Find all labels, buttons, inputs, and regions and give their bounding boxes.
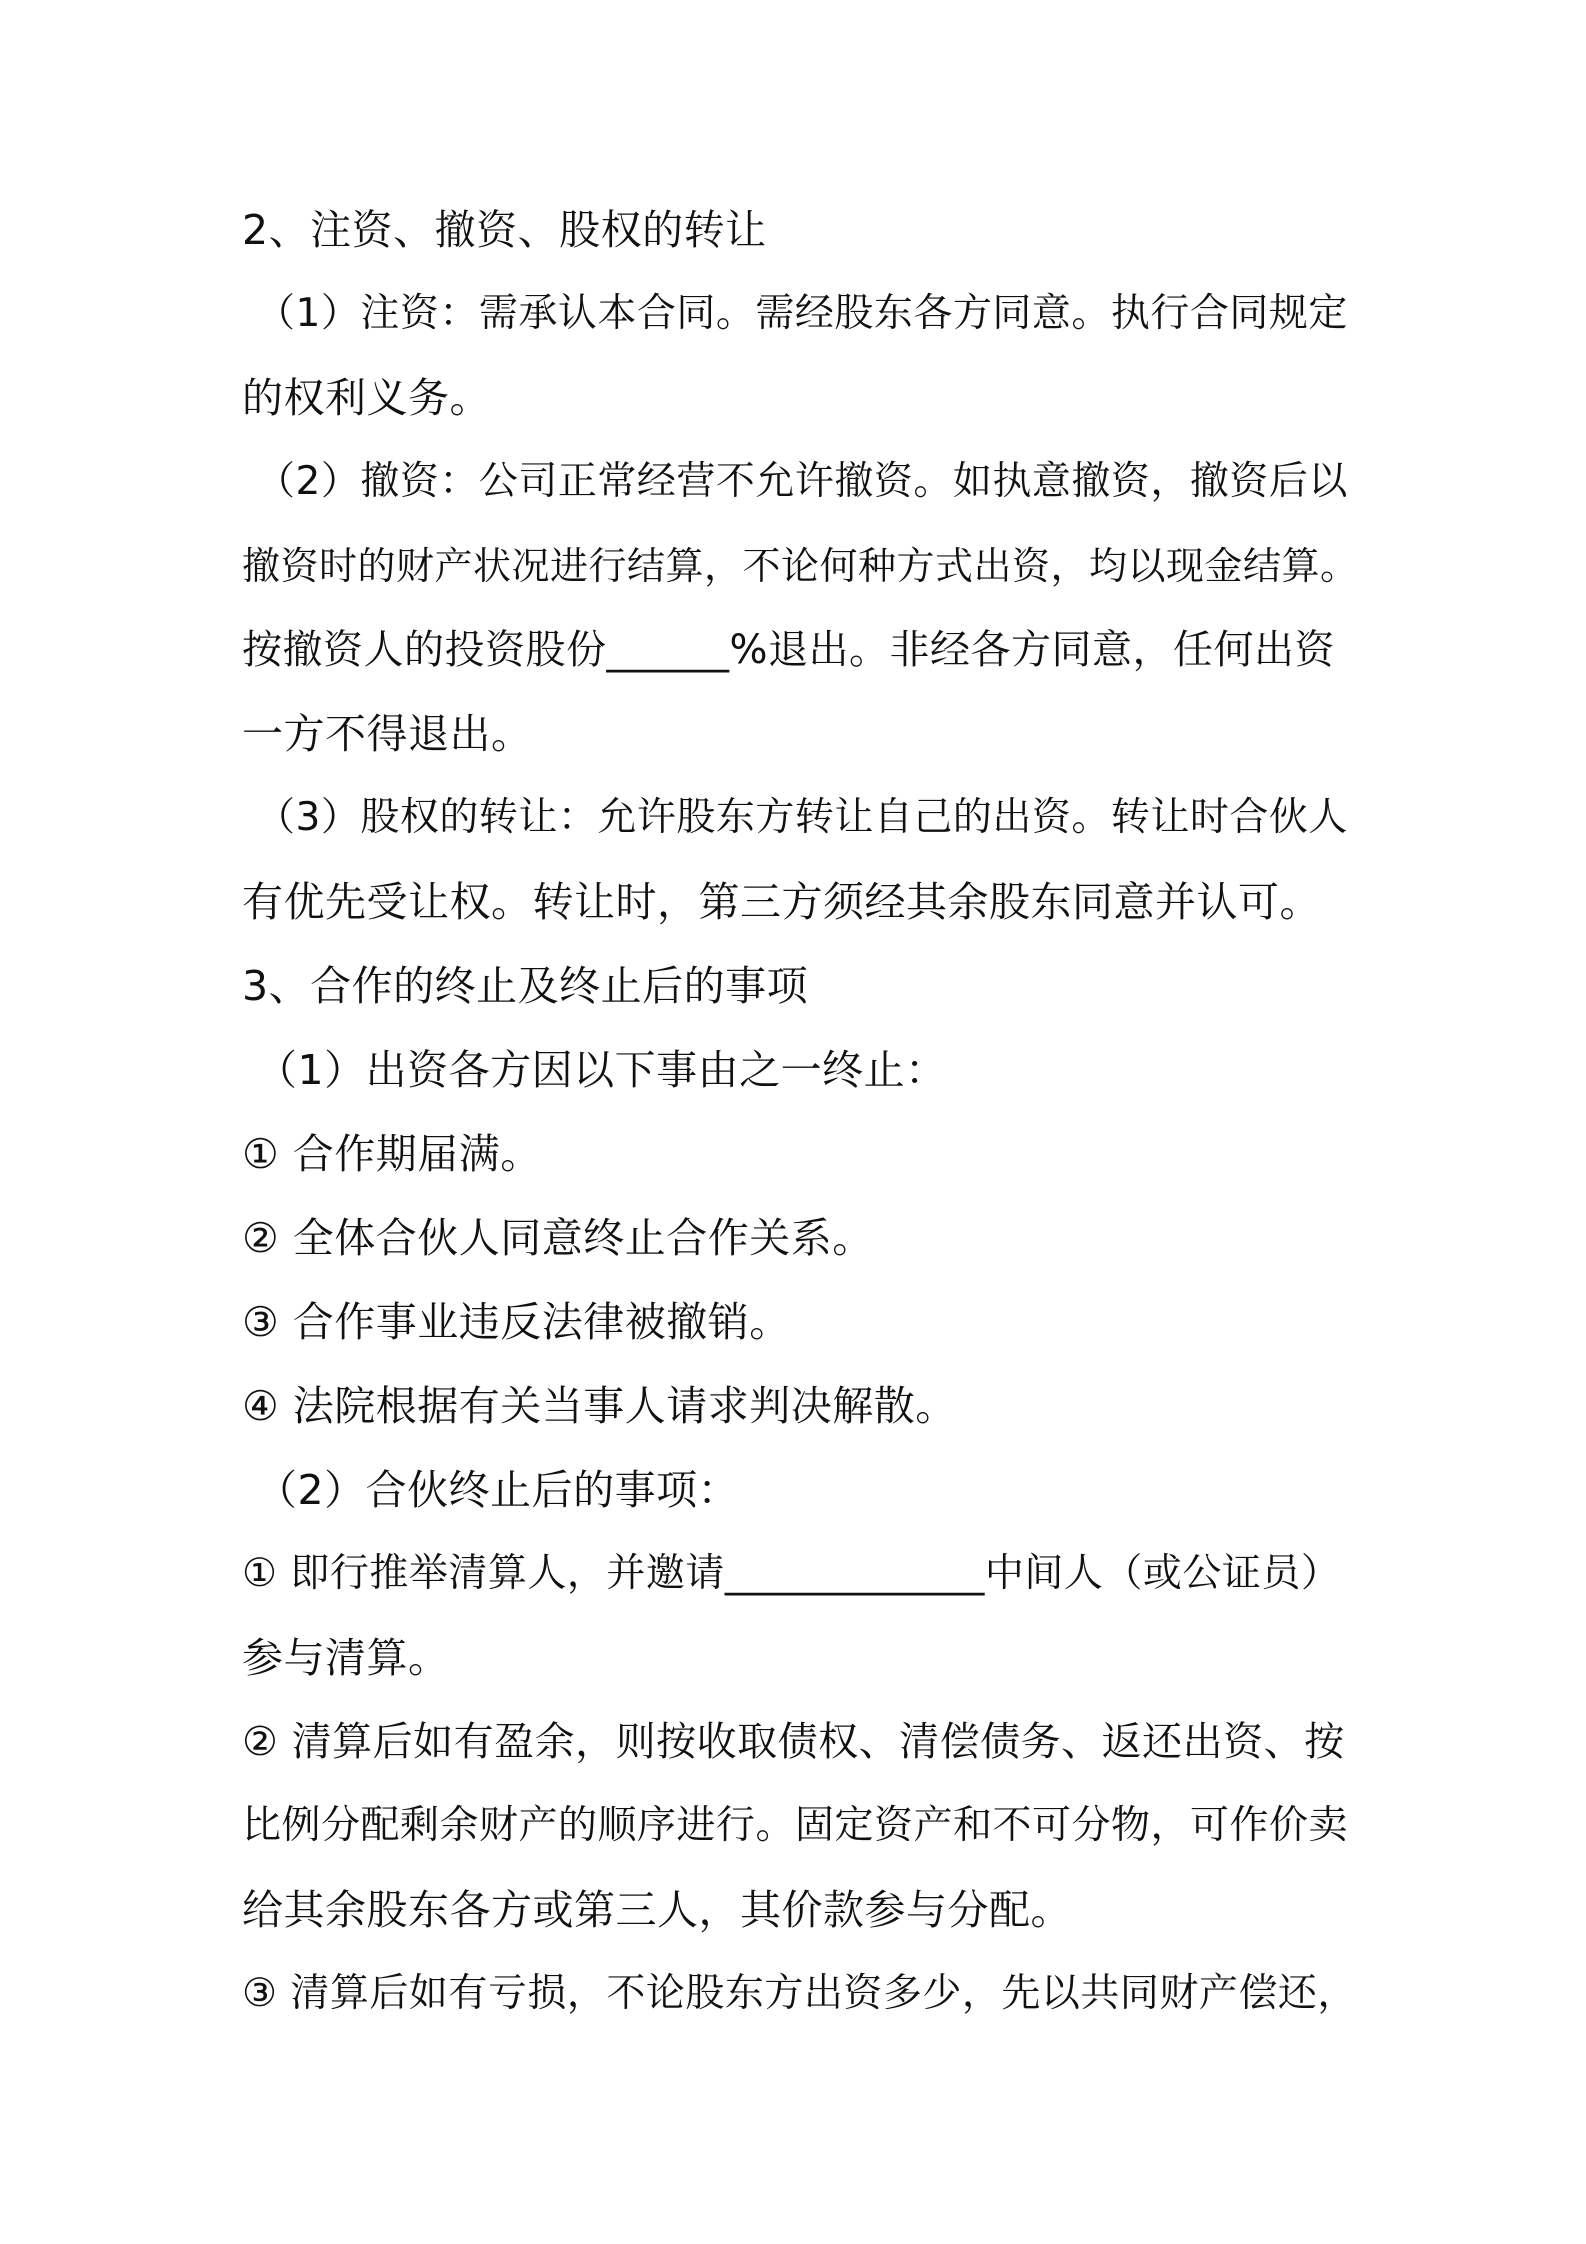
paragraph-line: （2）合伙终止后的事项： [256, 1466, 740, 1514]
section-heading-3: 3、合作的终止及终止后的事项 [242, 962, 809, 1010]
paragraph-line: （2）撤资：公司正常经营不允许撤资。如执意撤资，撤资后以 [256, 459, 1348, 504]
list-item: ② 清算后如有盈余，则按收取债权、清偿债务、返还出资、按 [242, 1719, 1345, 1765]
paragraph-line: （3）股权的转让：允许股东方转让自己的出资。转让时合伙人 [256, 795, 1348, 840]
paragraph-line: （1）注资：需承认本合同。需经股东各方同意。执行合同规定 [256, 291, 1348, 336]
paragraph-line: 按撤资人的投资股份______%退出。非经各方同意，任何出资 [242, 627, 1336, 673]
paragraph-line: 比例分配剩余财产的顺序进行。固定资产和不可分物，可作价卖 [242, 1803, 1349, 1848]
list-item: ④ 法院根据有关当事人请求判决解散。 [242, 1382, 957, 1430]
paragraph-line: 撤资时的财产状况进行结算，不论何种方式出资，均以现金结算。 [242, 544, 1359, 588]
paragraph-line: 给其余股东各方或第三人，其价款参与分配。 [242, 1886, 1072, 1934]
list-item: ② 全体合伙人同意终止合作关系。 [242, 1214, 874, 1262]
paragraph-line: 参与清算。 [242, 1634, 450, 1682]
list-item: ③ 合作事业违反法律被撤销。 [242, 1298, 791, 1346]
list-item: ① 即行推举清算人，并邀请_____________中间人（或公证员） [242, 1551, 1341, 1596]
paragraph-line: 一方不得退出。 [242, 710, 533, 758]
list-item: ① 合作期届满。 [242, 1130, 542, 1178]
paragraph-line: 的权利义务。 [242, 374, 491, 422]
paragraph-line: 有优先受让权。转让时，第三方须经其余股东同意并认可。 [242, 878, 1321, 926]
section-heading-2: 2、注资、撤资、股权的转让 [242, 206, 767, 254]
list-item: ③ 清算后如有亏损，不论股东方出资多少，先以共同财产偿还， [242, 1971, 1357, 2016]
paragraph-line: （1）出资各方因以下事由之一终止： [256, 1046, 947, 1094]
